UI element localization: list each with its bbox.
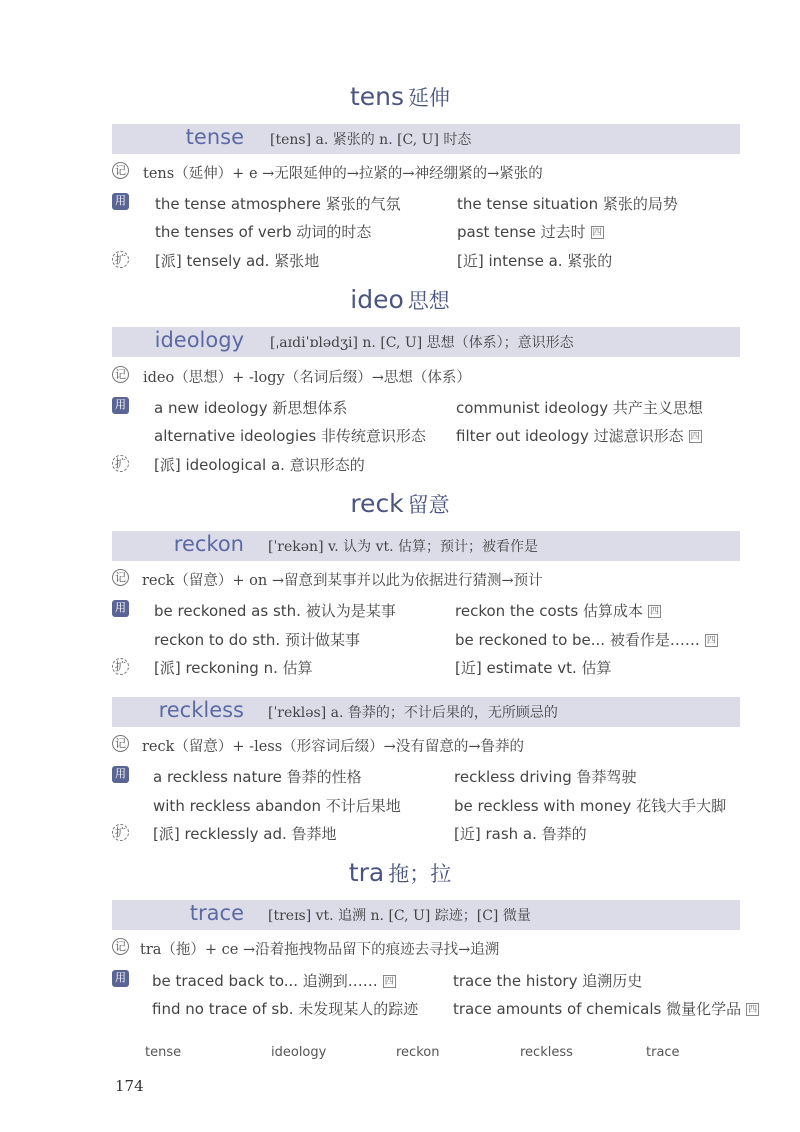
usage-item: filter out ideology 过滤意识形态 四 <box>456 427 700 445</box>
usage-icon: 用 <box>112 766 129 783</box>
root-meaning: 拖；拉 <box>388 862 452 886</box>
headword: trace <box>189 901 244 925</box>
extend-icon: 扩 <box>112 455 129 472</box>
memory-line: reck（留意）+ -less（形容词后缀）→没有留意的→鲁莽的 <box>142 739 524 755</box>
root-word: tra <box>348 858 385 887</box>
usage-item: trace amounts of chemicals 微量化学品 四 <box>453 1000 758 1018</box>
memory-icon: 记 <box>112 569 129 586</box>
entry-band-reckon <box>112 531 740 561</box>
footer-word: ideology <box>271 1045 327 1060</box>
usage-item: with reckless abandon 不计后果地 <box>153 797 401 815</box>
derived-word: [派] recklessly ad. 鲁莽地 <box>153 825 337 843</box>
headword: ideology <box>154 328 244 352</box>
definition: [ˈrekən] v. 认为 vt. 估算；预计；被看作是 <box>268 539 539 555</box>
exam-tag-icon: 四 <box>706 636 716 646</box>
synonym-word: [近] estimate vt. 估算 <box>455 659 612 677</box>
root-meaning: 延伸 <box>408 86 451 110</box>
memory-line: tra（拖）+ ce →沿着拖拽物品留下的痕迹去寻找→追溯 <box>140 942 500 958</box>
entry-band-reckless <box>112 697 740 727</box>
usage-item: trace the history 追溯历史 <box>453 972 643 990</box>
footer-word: reckon <box>396 1045 440 1060</box>
derived-word: [派] reckoning n. 估算 <box>154 659 313 677</box>
memory-line: tens（延伸）+ e →无限延伸的→拉紧的→神经绷紧的→紧张的 <box>143 166 543 182</box>
usage-item: be reckoned to be... 被看作是…… 四 <box>455 631 716 649</box>
extend-icon: 扩 <box>112 824 129 841</box>
footer-word: reckless <box>520 1045 573 1060</box>
memory-icon: 记 <box>112 735 129 752</box>
headword: reckon <box>173 532 244 556</box>
root-word: reck <box>350 489 404 518</box>
usage-item: past tense 过去时 四 <box>457 223 602 241</box>
root-word: tens <box>349 82 405 111</box>
memory-icon: 记 <box>112 938 129 955</box>
synonym-word: [近] rash a. 鲁莽的 <box>454 825 587 843</box>
root-heading-ideo <box>0 285 800 315</box>
definition: [tens] a. 紧张的 n. [C, U] 时态 <box>270 132 472 148</box>
page-number: 174 <box>115 1077 144 1095</box>
exam-tag-icon: 四 <box>690 432 700 442</box>
root-heading-tens <box>0 82 800 112</box>
usage-item: be reckoned as sth. 被认为是某事 <box>154 602 396 620</box>
definition: [ˌaɪdiˈɒlədʒi] n. [C, U] 思想（体系）；意识形态 <box>270 335 574 351</box>
usage-item: reckon to do sth. 预计做某事 <box>154 631 360 649</box>
usage-item: a reckless nature 鲁莽的性格 <box>153 768 362 786</box>
usage-item: communist ideology 共产主义思想 <box>456 399 703 417</box>
exam-tag-icon: 四 <box>650 607 660 617</box>
usage-item: the tenses of verb 动词的时态 <box>155 223 372 241</box>
root-heading-reck <box>0 489 800 519</box>
usage-item: the tense situation 紧张的局势 <box>457 195 678 213</box>
exam-tag-icon: 四 <box>592 228 602 238</box>
usage-item: be traced back to... 追溯到…… 四 <box>152 972 394 990</box>
usage-item: the tense atmosphere 紧张的气氛 <box>155 195 401 213</box>
root-meaning: 留意 <box>407 493 450 517</box>
headword: reckless <box>158 698 244 722</box>
entry-band-ideology <box>112 327 740 357</box>
entry-band-tense <box>112 124 740 154</box>
derived-word: [派] tensely ad. 紧张地 <box>155 252 320 270</box>
exam-tag-icon: 四 <box>384 977 394 987</box>
extend-icon: 扩 <box>112 658 129 675</box>
memory-icon: 记 <box>112 366 129 383</box>
footer-word: tense <box>145 1045 182 1060</box>
footer-word: trace <box>646 1045 680 1060</box>
derived-word: [派] ideological a. 意识形态的 <box>154 456 365 474</box>
entry-band-trace <box>112 900 740 930</box>
exam-tag-icon: 四 <box>748 1005 758 1015</box>
usage-icon: 用 <box>112 970 129 987</box>
usage-item: alternative ideologies 非传统意识形态 <box>154 427 426 445</box>
usage-icon: 用 <box>112 193 129 210</box>
usage-item: reckon the costs 估算成本 四 <box>455 602 660 620</box>
memory-line: ideo（思想）+ -logy（名词后缀）→思想（体系） <box>143 370 471 386</box>
root-heading-tra <box>0 858 800 888</box>
usage-icon: 用 <box>112 397 129 414</box>
usage-icon: 用 <box>112 600 129 617</box>
memory-line: reck（留意）+ on →留意到某事并以此为依据进行猜测→预计 <box>142 573 543 589</box>
usage-item: be reckless with money 花钱大手大脚 <box>454 797 727 815</box>
memory-icon: 记 <box>112 162 129 179</box>
root-meaning: 思想 <box>407 289 450 313</box>
synonym-word: [近] intense a. 紧张的 <box>457 252 613 270</box>
headword: tense <box>185 125 244 149</box>
usage-item: reckless driving 鲁莽驾驶 <box>454 768 637 786</box>
root-word: ideo <box>350 285 404 314</box>
usage-item: find no trace of sb. 未发现某人的踪迹 <box>152 1000 419 1018</box>
usage-item: a new ideology 新思想体系 <box>154 399 348 417</box>
definition: [treɪs] vt. 追溯 n. [C, U] 踪迹；[C] 微量 <box>268 908 531 924</box>
definition: [ˈrekləs] a. 鲁莽的；不计后果的，无所顾忌的 <box>268 705 558 721</box>
extend-icon: 扩 <box>112 251 129 268</box>
